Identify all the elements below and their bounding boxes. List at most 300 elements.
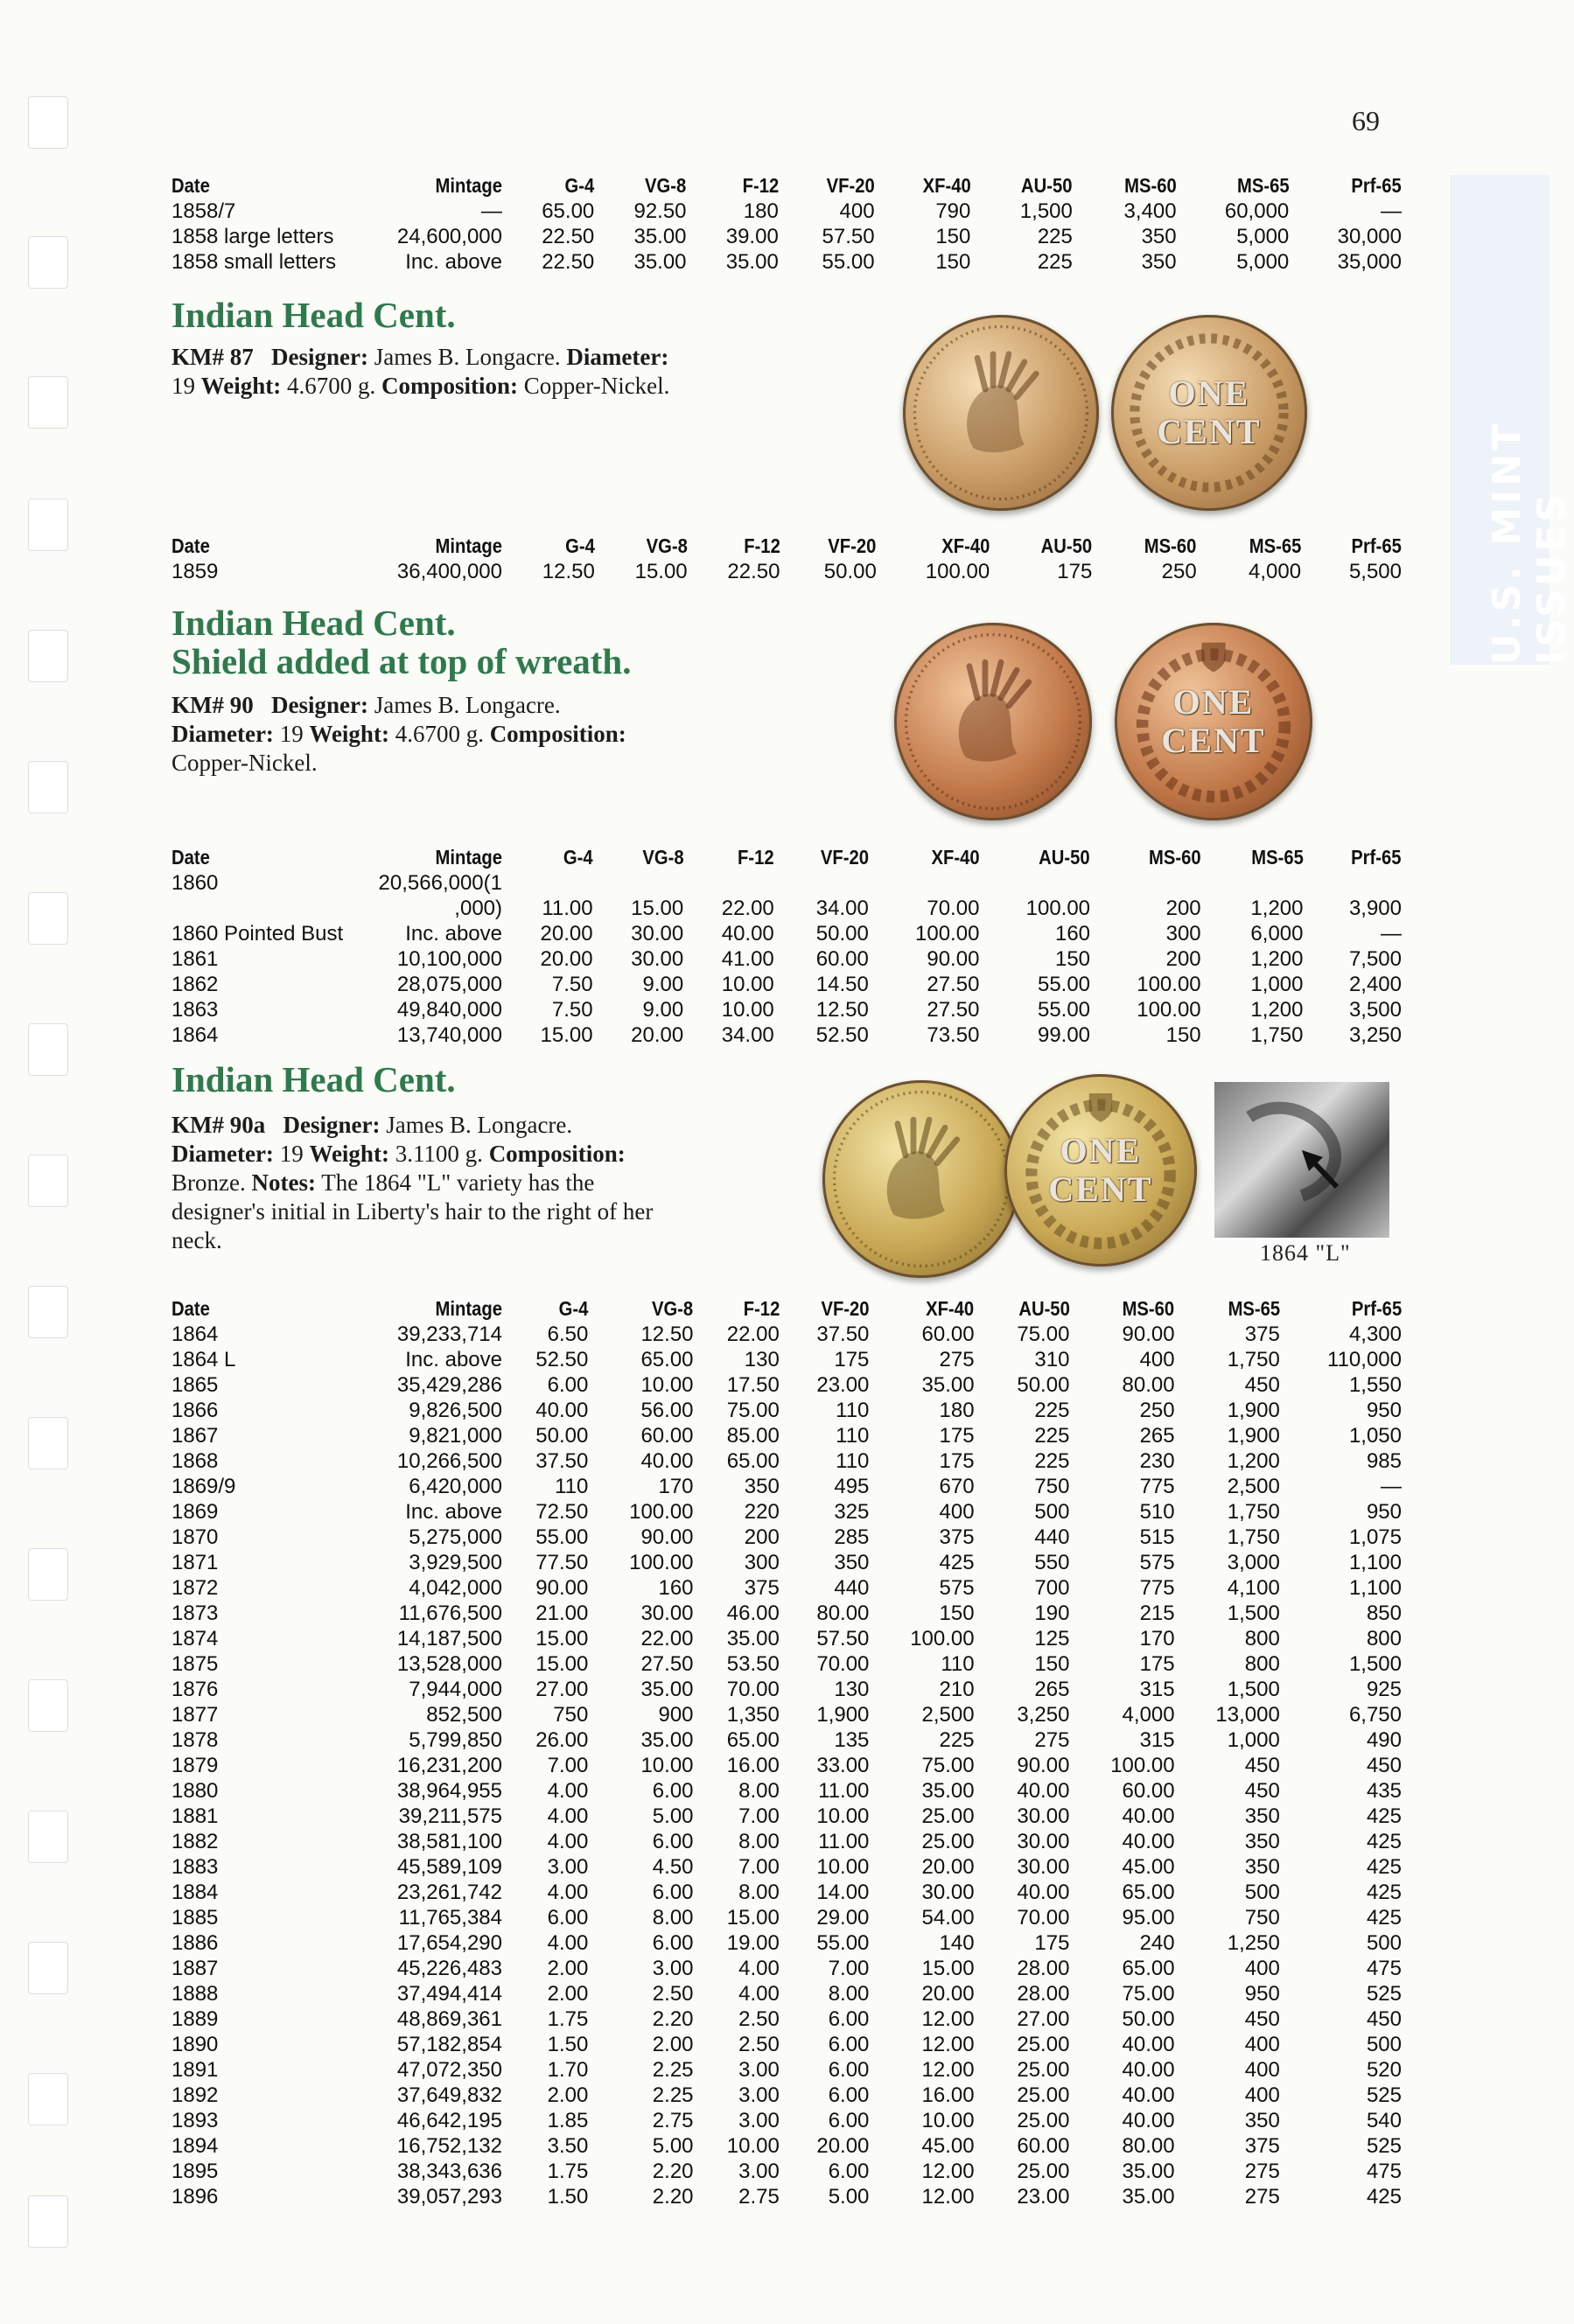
table-cell: 90.00 (1122, 1323, 1175, 1346)
table-cell: 4.00 (547, 1830, 589, 1853)
table-cell: 775 (1139, 1475, 1175, 1498)
table-cell: 38,343,636 (396, 2160, 502, 2183)
indian-head-icon (894, 623, 1092, 820)
table-cell: 1870 (171, 1525, 219, 1549)
table-cell: 200 (1165, 947, 1201, 971)
table-cell: 3,400 (1123, 199, 1177, 223)
table-cell: 80.00 (816, 1602, 870, 1625)
table-cell: 375 (939, 1525, 975, 1549)
info-line (171, 372, 669, 401)
table-cell: 6.00 (828, 2083, 870, 2107)
table-cell: 2.00 (547, 1957, 589, 1980)
column-header: XF-40 (941, 534, 990, 557)
table-cell: 6.00 (547, 1906, 589, 1930)
table-cell: 65.00 (1122, 1881, 1175, 1904)
table-cell: 130 (834, 1678, 870, 1701)
table-row (171, 997, 1402, 1022)
table-cell: 225 (1034, 1399, 1070, 1422)
column-header: F-12 (743, 534, 780, 557)
table-cell (171, 896, 364, 921)
info-label: Weight: (309, 1141, 389, 1167)
table-cell: 925 (1366, 1678, 1402, 1701)
table-cell: 70.00 (726, 1678, 780, 1701)
table-cell: 2.25 (652, 2058, 694, 2082)
info-line (171, 1111, 653, 1140)
table-cell: 1888 (171, 1982, 219, 2006)
binder-hole (28, 2195, 68, 2248)
info-value: 4.6700 g. (388, 721, 490, 747)
table-cell: 400 (1244, 2058, 1280, 2082)
table-cell: 27.50 (927, 998, 980, 1022)
table-cell: 35.00 (921, 1779, 975, 1803)
table-cell: 170 (1139, 1627, 1175, 1651)
binder-hole (28, 761, 68, 813)
table-cell: 2.75 (652, 2109, 694, 2132)
table-cell: 440 (1034, 1525, 1070, 1549)
table-cell: 3.00 (738, 2083, 780, 2107)
table-cell: 6,420,000 (409, 1475, 502, 1498)
table-cell: 1860 Pointed Bust (171, 922, 344, 946)
table-cell: 20.00 (816, 2134, 870, 2158)
table-cell: 425 (1366, 1906, 1402, 1930)
info-label: KM# 90 (171, 692, 254, 718)
table-cell: 2.50 (652, 1982, 694, 2006)
table-cell: 1863 (171, 998, 219, 1022)
table-cell: 1.70 (547, 2058, 589, 2082)
table-cell: 30.00 (1017, 1830, 1070, 1853)
table-cell: 60.00 (1017, 2134, 1070, 2158)
table-cell: 495 (834, 1475, 870, 1498)
table-cell: 5,000 (1236, 225, 1290, 248)
table-row (171, 1727, 1402, 1753)
table-row (171, 1575, 1402, 1601)
table-cell: 25.00 (921, 1830, 975, 1853)
table-cell: 3.00 (738, 2109, 780, 2132)
info-label: Composition: (381, 373, 519, 399)
table-cell: 550 (1034, 1551, 1070, 1574)
table-cell: 1,900 (1227, 1424, 1280, 1448)
table-cell (1201, 870, 1304, 896)
table-cell: 520 (1366, 2058, 1402, 2082)
table-cell: 22.50 (542, 225, 595, 248)
table-cell: 100.00 (629, 1500, 694, 1524)
table-cell: 56.00 (640, 1399, 694, 1422)
table-row (171, 1677, 1402, 1702)
table-cell: 1885 (171, 1906, 219, 1930)
table-cell: 490 (1366, 1728, 1402, 1752)
table-cell: 3,250 (1348, 1023, 1402, 1047)
table-cell: 170 (658, 1475, 694, 1498)
table-cell: 100.00 (1137, 998, 1201, 1022)
table-cell: 10.00 (640, 1373, 694, 1397)
table-cell: 75.00 (921, 1754, 975, 1777)
info-label: Weight: (309, 721, 389, 747)
table-cell: 5.00 (828, 2185, 870, 2209)
info-label: Composition: (489, 721, 626, 747)
table-cell: 375 (744, 1576, 780, 1600)
table-cell: 1881 (171, 1804, 219, 1828)
table-cell: 8.00 (652, 1906, 694, 1930)
binder-hole (28, 1155, 68, 1207)
table-cell: 440 (834, 1576, 870, 1600)
table-row (171, 2159, 1402, 2184)
table-cell: 215 (1139, 1602, 1175, 1625)
table-header-row (171, 1296, 1402, 1322)
table-cell: 670 (939, 1475, 975, 1498)
table-cell: 1875 (171, 1652, 219, 1676)
column-header: VF-20 (828, 534, 877, 557)
table-cell: 1882 (171, 1830, 219, 1853)
table-cell: 50.00 (1017, 1373, 1070, 1397)
table-cell: 1,050 (1348, 1424, 1402, 1448)
column-header: F-12 (743, 1297, 780, 1320)
table-cell: 3,500 (1348, 998, 1402, 1022)
table-cell: 85.00 (726, 1424, 780, 1448)
table-cell: 90.00 (640, 1525, 694, 1549)
table-cell: 130 (744, 1348, 780, 1371)
table-cell: 10,100,000 (396, 947, 502, 971)
table-cell: 15.00 (535, 1627, 589, 1651)
table-cell: 70.00 (1017, 1906, 1070, 1930)
table-cell: 1,900 (816, 1703, 870, 1727)
indian-head-icon (903, 315, 1099, 511)
info-label: Designer: (271, 344, 368, 370)
table-cell: 13,000 (1215, 1703, 1280, 1727)
table-cell: 34.00 (815, 897, 869, 920)
table-cell: 1876 (171, 1678, 219, 1701)
table-cell: 20.00 (631, 1023, 684, 1047)
coin-legend-line: ONE (1060, 1131, 1142, 1170)
table-cell: 30.00 (1017, 1804, 1070, 1828)
table-cell: 38,964,955 (396, 1779, 502, 1803)
table-cell: 17.50 (726, 1373, 780, 1397)
table-cell: 33.00 (816, 1754, 870, 1777)
table-cell: 350 (1244, 1830, 1280, 1853)
table-cell: 1878 (171, 1728, 219, 1752)
table-cell: 90.00 (535, 1576, 589, 1600)
table-row (171, 1022, 1402, 1048)
table-cell: 1,100 (1348, 1551, 1402, 1574)
info-value: designer's initial in Liberty's hair to the right of her (171, 1198, 654, 1225)
table-cell: 125 (1034, 1627, 1070, 1651)
table-cell: 350 (1244, 2109, 1280, 2132)
column-header: AU-50 (1039, 846, 1091, 869)
table-cell: 525 (1366, 2134, 1402, 2158)
table-cell: 65.00 (726, 1728, 780, 1752)
table-cell: 350 (1244, 1804, 1280, 1828)
table-cell: 95.00 (1122, 1906, 1175, 1930)
table-cell: 6.00 (828, 2109, 870, 2132)
table-cell: 7.00 (828, 1957, 870, 1980)
column-header: G-4 (558, 1297, 589, 1320)
table-cell: 4,000 (1122, 1703, 1175, 1727)
column-header: VG-8 (652, 1297, 694, 1320)
table-cell: 450 (1244, 1779, 1280, 1803)
table-cell: 100.00 (925, 560, 990, 583)
table-cell: 315 (1139, 1678, 1175, 1701)
info-line (171, 720, 626, 749)
table-row (171, 896, 1402, 921)
column-header: XF-40 (922, 174, 971, 197)
table-cell: 10.00 (726, 2134, 780, 2158)
table-row (171, 199, 1402, 224)
table-cell: 15.00 (726, 1906, 780, 1930)
column-header: Mintage (435, 1297, 502, 1320)
table-row (171, 1372, 1402, 1398)
column-header: F-12 (738, 846, 774, 869)
table-cell: 52.50 (535, 1348, 589, 1371)
info-value: 19 (171, 373, 201, 399)
table-cell: 275 (939, 1348, 975, 1371)
table-cell: 900 (658, 1703, 694, 1727)
indian-head-icon (822, 1080, 1020, 1278)
table-cell: 16.00 (726, 1754, 780, 1777)
table-cell: 40.00 (1122, 1830, 1175, 1853)
table-row (171, 946, 1402, 972)
table-cell: 20.00 (540, 922, 593, 946)
table-cell: 21.00 (535, 1602, 589, 1625)
table-cell: 14,187,500 (396, 1627, 502, 1651)
table-cell: 1,500 (1019, 199, 1073, 223)
table-cell: 230 (1139, 1449, 1175, 1473)
table-cell: 1896 (171, 2185, 219, 2209)
table-row (171, 1651, 1402, 1677)
coin-legend-line: CENT (1048, 1169, 1153, 1209)
table-row (171, 2032, 1402, 2057)
table-cell: 10.00 (921, 2109, 975, 2132)
table-cell: 2.00 (652, 2033, 694, 2056)
table-cell: 30.00 (631, 922, 684, 946)
price-table-km87 (171, 534, 1402, 584)
table-cell: 1879 (171, 1754, 219, 1777)
table-cell: 25.00 (1017, 2033, 1070, 2056)
binder-hole (28, 630, 68, 682)
table-row (171, 1499, 1402, 1525)
table-cell: 3,900 (1348, 897, 1402, 920)
table-cell: 2,500 (921, 1703, 975, 1727)
binder-hole (28, 892, 68, 945)
table-cell: 50.00 (823, 560, 877, 583)
table-cell: 225 (1037, 225, 1073, 248)
table-row (171, 1550, 1402, 1575)
info-value (254, 692, 271, 718)
table-cell: 6,000 (1250, 922, 1304, 946)
table-cell: 25.00 (1017, 2109, 1070, 2132)
table-cell: 525 (1366, 1982, 1402, 2006)
table-cell: 15.00 (634, 560, 688, 583)
table-cell: 1862 (171, 973, 219, 996)
table-cell: 435 (1366, 1779, 1402, 1803)
column-header: Date (171, 174, 210, 197)
table-cell: 150 (935, 225, 971, 248)
table-cell: 1865 (171, 1373, 219, 1397)
table-cell: 40.00 (1122, 2058, 1175, 2082)
table-cell: 285 (834, 1525, 870, 1549)
table-cell: 30.00 (1017, 1855, 1070, 1879)
info-label: Composition: (488, 1141, 626, 1167)
table-cell: 110 (836, 1449, 870, 1473)
table-row (171, 2108, 1402, 2133)
binder-hole (28, 1548, 68, 1601)
column-header: F-12 (742, 174, 779, 197)
table-cell: 7.00 (738, 1804, 780, 1828)
table-cell: 30.00 (921, 1881, 975, 1904)
table-cell: 48,869,361 (396, 2007, 502, 2031)
table-cell: 35.00 (633, 250, 687, 274)
table-cell: 99.00 (1037, 1023, 1091, 1047)
table-cell: 425 (1366, 2185, 1402, 2209)
table-cell: 425 (1366, 1804, 1402, 1828)
info-label: Notes: (251, 1169, 316, 1196)
table-cell: 20.00 (921, 1855, 975, 1879)
table-cell: 22.50 (727, 560, 780, 583)
table-row (171, 1601, 1402, 1626)
table-cell: 10.00 (816, 1855, 870, 1879)
table-cell: 16,752,132 (396, 2134, 502, 2158)
column-header: Mintage (435, 846, 502, 869)
table-cell: 2.20 (652, 2007, 694, 2031)
section-heading-km90 (171, 604, 631, 680)
table-cell: 1859 (171, 560, 219, 583)
table-cell: 46,642,195 (396, 2109, 502, 2132)
table-row (171, 2184, 1402, 2209)
table-cell: 425 (1366, 1881, 1402, 1904)
info-value: Copper-Nickel. (518, 373, 670, 399)
table-cell: 1869 (171, 1500, 219, 1524)
table-cell: 11.00 (818, 1830, 870, 1853)
table-row (171, 1322, 1402, 1347)
table-row (171, 1753, 1402, 1778)
table-cell: 150 (1034, 1652, 1070, 1676)
table-cell: 1887 (171, 1957, 219, 1980)
table-cell: 92.50 (633, 199, 687, 223)
table-cell: 6.00 (828, 2058, 870, 2082)
table-cell: 6.00 (828, 2160, 870, 2183)
table-cell: 3.00 (652, 1957, 694, 1980)
table-cell: 275 (1244, 2185, 1280, 2209)
binder-hole (28, 376, 68, 429)
table-cell: 49,840,000 (396, 998, 502, 1022)
table-cell: 150 (1165, 1023, 1201, 1047)
table-cell: 23,261,742 (396, 1881, 502, 1904)
table-cell: 80.00 (1122, 2134, 1175, 2158)
info-value: James B. Longacre. (380, 1112, 573, 1138)
table-cell: 25.00 (1017, 2058, 1070, 2082)
table-cell: 1,750 (1227, 1348, 1280, 1371)
table-cell: 10.00 (816, 1804, 870, 1828)
table-cell (502, 870, 593, 896)
table-cell: 55.00 (1037, 998, 1091, 1022)
table-cell: 350 (1141, 250, 1177, 274)
table-cell: 500 (1034, 1500, 1070, 1524)
column-header: XF-40 (931, 846, 980, 869)
info-value: 3.1100 g. (388, 1141, 489, 1167)
table-cell: 3.00 (738, 2058, 780, 2082)
table-cell: 450 (1244, 1373, 1280, 1397)
table-cell: 1886 (171, 1931, 219, 1955)
table-cell: 1869/9 (171, 1475, 236, 1498)
table-cell: 11.00 (542, 897, 593, 920)
table-cell: 28.00 (1017, 1957, 1070, 1980)
binder-hole (28, 2073, 68, 2125)
table-cell: 23.00 (816, 1373, 870, 1397)
table-cell: 100.00 (629, 1551, 694, 1574)
table-cell: 1880 (171, 1779, 219, 1803)
table-cell: 1883 (171, 1855, 219, 1879)
table-cell: 350 (744, 1475, 780, 1498)
table-cell (869, 870, 980, 896)
table-cell: 3.00 (547, 1855, 589, 1879)
column-header: Date (171, 1297, 210, 1320)
table-cell: 50.00 (1122, 2007, 1175, 2031)
table-cell: 180 (743, 199, 779, 223)
table-cell: 16.00 (921, 2083, 975, 2107)
table-cell: 450 (1244, 1754, 1280, 1777)
table-cell: 25.00 (1017, 2160, 1070, 2183)
table-cell: 400 (1244, 1957, 1280, 1980)
table-cell: 7.00 (547, 1754, 589, 1777)
info-line (171, 691, 626, 720)
table-cell: 13,528,000 (396, 1652, 502, 1676)
info-label: Weight: (200, 373, 282, 399)
column-header: Mintage (435, 174, 502, 197)
table-cell: 30.00 (631, 947, 684, 971)
column-header: VF-20 (826, 174, 875, 197)
table-cell: 11,676,500 (398, 1602, 502, 1625)
table-cell: 15.00 (921, 1957, 975, 1980)
table-cell: 100.00 (1025, 897, 1091, 920)
table-cell: 8.00 (828, 1982, 870, 2006)
table-cell: 52.50 (815, 1023, 869, 1047)
table-row (171, 1474, 1402, 1499)
table-cell: 1,750 (1227, 1525, 1280, 1549)
table-cell: 40.00 (640, 1449, 694, 1473)
coin-legend-line: CENT (1161, 721, 1266, 760)
table-cell: 1,550 (1348, 1373, 1402, 1397)
table-cell: 12.00 (921, 2058, 975, 2082)
table-cell: 325 (834, 1500, 870, 1524)
table-cell: 500 (1244, 1881, 1280, 1904)
table-cell: 7,500 (1348, 947, 1402, 971)
table-cell: 750 (553, 1703, 589, 1727)
table-cell: 14.50 (815, 973, 869, 996)
table-row (171, 1778, 1402, 1804)
column-header: VF-20 (821, 1297, 870, 1320)
table-cell: 100.00 (1137, 973, 1201, 996)
table-cell: 1.50 (547, 2033, 589, 2056)
table-row (171, 224, 1402, 249)
table-cell: 35.00 (726, 1627, 780, 1651)
table-cell: 20,566,000(1 (378, 871, 502, 895)
table-cell: 40.00 (1017, 1779, 1070, 1803)
column-header: VG-8 (646, 534, 688, 557)
table-cell: 1,500 (1227, 1602, 1280, 1625)
table-cell: 450 (1244, 2007, 1280, 2031)
binder-hole (28, 1942, 68, 1994)
table-cell: 12.00 (921, 2007, 975, 2031)
table-row (171, 1702, 1402, 1727)
table-cell: 200 (1165, 897, 1201, 920)
table-cell: 4.00 (547, 1804, 589, 1828)
table-cell: 60.00 (640, 1424, 694, 1448)
table-cell: 55.00 (822, 250, 875, 274)
coin-reverse-km90a (1004, 1074, 1197, 1267)
info-value: 19 (273, 1141, 310, 1167)
price-table-1858 (171, 173, 1402, 275)
table-header-row (171, 845, 1402, 870)
table-cell: 9,821,000 (409, 1424, 502, 1448)
table-cell: 40.00 (535, 1399, 589, 1422)
